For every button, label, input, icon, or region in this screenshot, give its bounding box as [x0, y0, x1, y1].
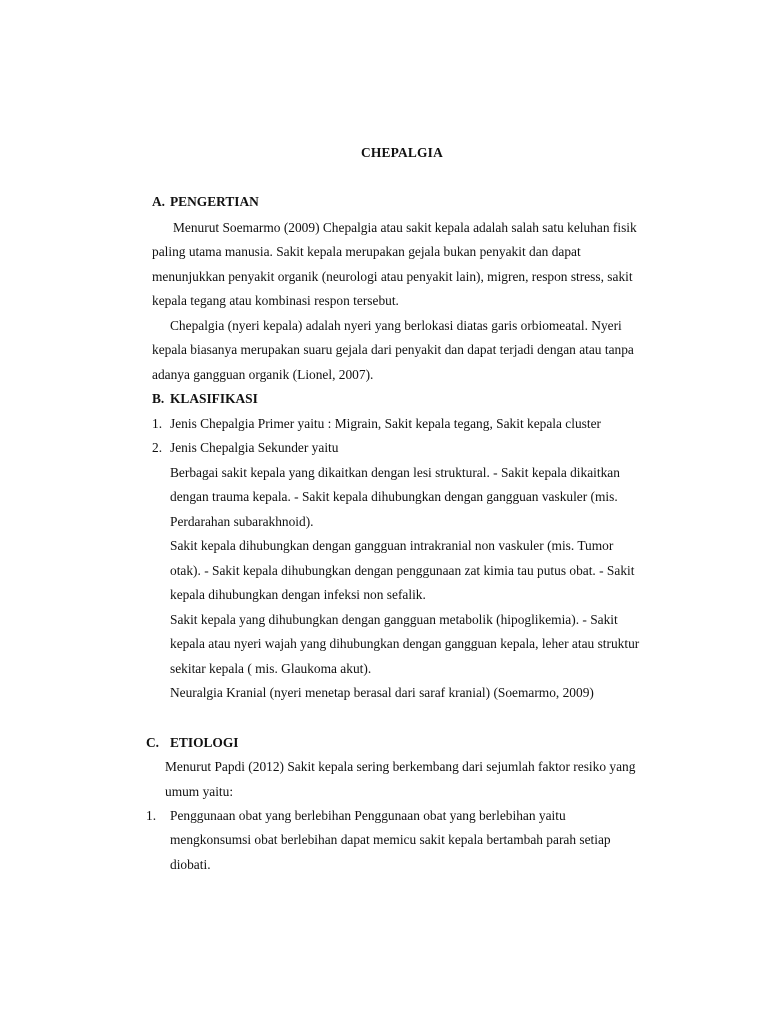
section-a-para1-line: kepala tegang atau kombinasi respon tersebut.: [152, 293, 399, 308]
list-number: 1.: [152, 416, 163, 431]
list-item: Jenis Chepalgia Sekunder yaitu: [170, 440, 339, 455]
sub-item-line: otak). - Sakit kepala dihubungkan dengan penggunaan zat kimia tau putus obat. - Sakit: [170, 563, 635, 578]
section-a-para2-line: adanya gangguan organik (Lionel, 2007).: [152, 367, 374, 382]
sub-item-line: Neuralgia Kranial (nyeri menetap berasal dari saraf kranial) (Soemarmo, 2009): [170, 685, 594, 700]
sub-item-line: Sakit kepala yang dihubungkan dengan gangguan metabolik (hipoglikemia). - Sakit: [170, 612, 618, 627]
list-item: Jenis Chepalgia Primer yaitu : Migrain, Sakit kepala tegang, Sakit kepala cluster: [170, 416, 601, 431]
section-c-letter: C.: [146, 735, 160, 750]
sub-item-line: Perdarahan subarakhnoid).: [170, 514, 314, 529]
section-c-intro-line: Menurut Papdi (2012) Sakit kepala sering berkembang dari sejumlah faktor resiko yang: [165, 759, 636, 774]
sub-item-line: sekitar kepala ( mis. Glaukoma akut).: [170, 661, 372, 676]
section-a-para2-line: kepala biasanya merupakan suaru gejala dari penyakit dan dapat terjadi dengan atau tanpa: [152, 342, 634, 357]
sub-item-line: kepala atau nyeri wajah yang dihubungkan dengan gangguan kepala, leher atau struktur: [170, 636, 640, 651]
section-a-para1-line: Menurut Soemarmo (2009) Chepalgia atau sakit kepala adalah salah satu keluhan fisik: [173, 220, 637, 235]
section-a-heading: PENGERTIAN: [170, 194, 259, 209]
sub-item-line: Sakit kepala dihubungkan dengan gangguan intrakranial non vaskuler (mis. Tumor: [170, 538, 614, 553]
section-a-para1-line: menunjukkan penyakit organik (neurologi atau penyakit lain), migren, respon stress, sakit: [152, 269, 633, 284]
section-a-para2-line: Chepalgia (nyeri kepala) adalah nyeri yang berlokasi diatas garis orbiomeatal. Nyeri: [170, 318, 622, 333]
section-c-intro-line: umum yaitu:: [165, 784, 234, 799]
list-item-line: diobati.: [170, 857, 211, 872]
sub-item-line: kepala dihubungkan dengan infeksi non sefalik.: [170, 587, 426, 602]
section-b-letter: B.: [152, 391, 165, 406]
list-item-line: mengkonsumsi obat berlebihan dapat memicu sakit kepala bertambah parah setiap: [170, 832, 611, 847]
sub-item-line: dengan trauma kepala. - Sakit kepala dihubungkan dengan gangguan vaskuler (mis.: [170, 489, 618, 504]
list-number: 2.: [152, 440, 163, 455]
sub-item-line: Berbagai sakit kepala yang dikaitkan dengan lesi struktural. - Sakit kepala dikaitkan: [170, 465, 620, 480]
section-b-heading: KLASIFIKASI: [170, 391, 258, 406]
list-item-line: Penggunaan obat yang berlebihan Penggunaan obat yang berlebihan yaitu: [170, 808, 566, 823]
section-c-heading: ETIOLOGI: [170, 735, 239, 750]
list-number: 1.: [146, 808, 157, 823]
document-title: CHEPALGIA: [361, 145, 443, 160]
section-a-letter: A.: [152, 194, 166, 209]
section-a-para1-line: paling utama manusia. Sakit kepala merupakan gejala bukan penyakit dan dapat: [152, 244, 581, 259]
